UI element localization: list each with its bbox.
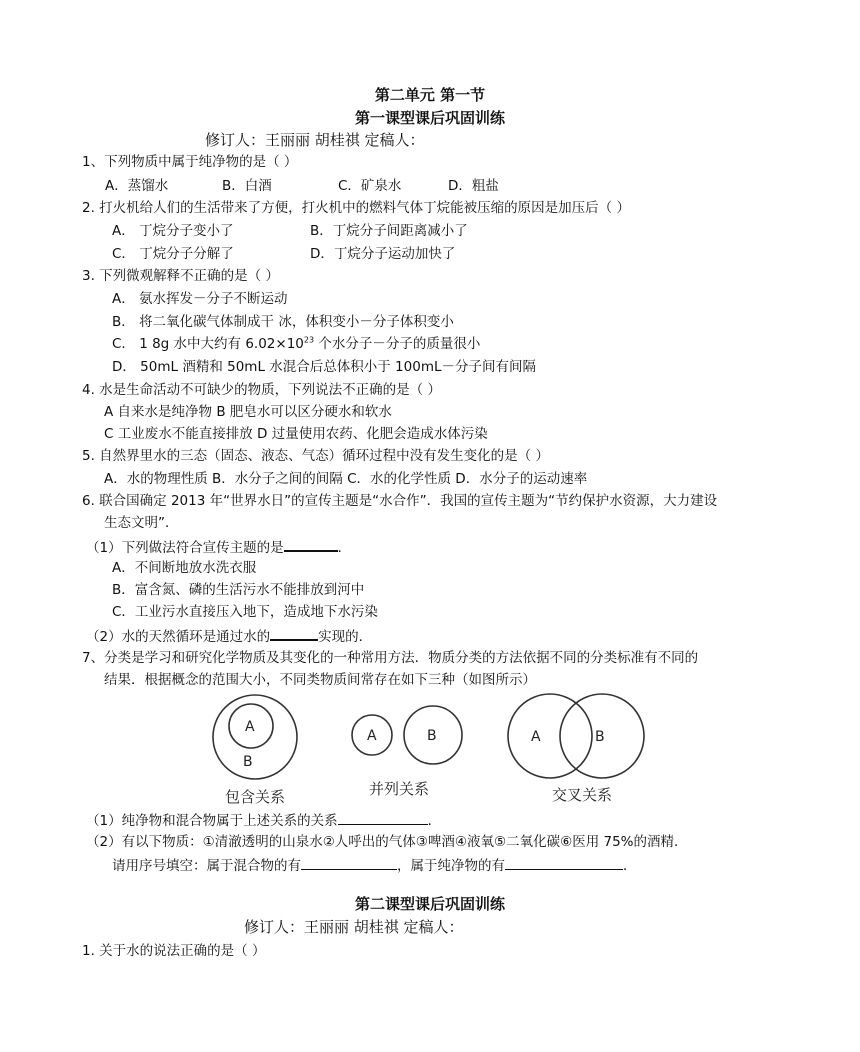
q4-options-ab: A 自来水是纯净物 B 肥皂水可以区分硬水和软水 bbox=[104, 404, 392, 420]
q7-part2-text: 请用序号填空：属于混合物的有 bbox=[112, 858, 301, 874]
intersection-relation-figure bbox=[508, 694, 644, 804]
question-3-stem: 3. 下列微观解释不正确的是（ ） bbox=[82, 268, 279, 284]
question-7-stem-line1: 7、分类是学习和研究化学物质及其变化的一种常用方法．物质分类的方法依据不同的分类标准有不同的 bbox=[82, 650, 699, 666]
q7-part2-line1: （2）有以下物质：①清澈透明的山泉水②人呼出的气体③啤酒④液氧⑤二氧化碳⑥医用 75%的酒精． bbox=[86, 834, 688, 850]
question-7-stem-line2: 结果．根据概念的范围大小，不同类物质间常存在如下三种（如图所示） bbox=[104, 672, 536, 688]
q7-part2-mid: ，属于纯净物的有 bbox=[397, 858, 505, 874]
lesson2-question-1-stem: 1. 关于水的说法正确的是（ ） bbox=[82, 943, 266, 959]
q7-part2-line2 bbox=[112, 855, 637, 876]
parallel-label-a: A bbox=[367, 728, 377, 744]
q3-option-c-exponent: 23 bbox=[303, 335, 315, 345]
intersection-caption: 交叉关系 bbox=[552, 786, 613, 804]
q5-options: A．水的物理性质 B．水分子之间的间隔 C．水的化学性质 D．水分子的运动速率 bbox=[104, 471, 588, 487]
q6-part1-text: （1）下列做法符合宣传主题的是 bbox=[86, 540, 284, 556]
q7-mixtures-answer-blank[interactable] bbox=[301, 855, 397, 870]
q3-option-a: A． 氨水挥发－分子不断运动 bbox=[112, 291, 288, 307]
q7-part1 bbox=[86, 810, 441, 831]
q2-option-d: D．丁烷分子运动加快了 bbox=[310, 246, 456, 262]
intersection-label-b: B bbox=[595, 729, 605, 745]
parallel-caption: 并列关系 bbox=[369, 780, 430, 798]
q1-option-c: C．矿泉水 bbox=[338, 178, 402, 194]
inclusion-label-a: A bbox=[245, 719, 255, 735]
lesson1-editors: 修订人：王丽丽 胡桂祺 定稿人： bbox=[205, 131, 425, 149]
question-4-stem: 4. 水是生命活动不可缺少的物质，下列说法不正确的是（ ） bbox=[82, 382, 441, 398]
q6-part1-option-c: C．工业污水直接压入地下，造成地下水污染 bbox=[112, 604, 378, 620]
q3-option-c-tail: 个水分子－分子的质量很小 bbox=[314, 336, 481, 352]
q2-option-b: B．丁烷分子间距离减小了 bbox=[310, 223, 468, 239]
q1-option-a: A．蒸馏水 bbox=[105, 178, 169, 194]
q6-part1 bbox=[86, 536, 351, 558]
parallel-relation-figure bbox=[352, 706, 462, 798]
lesson2-editors: 修订人：王丽丽 胡桂祺 定稿人： bbox=[244, 918, 464, 936]
q6-part1-option-b: B．富含氮、磷的生活污水不能排放到河中 bbox=[112, 582, 365, 598]
unit-title: 第二单元 第一节 bbox=[374, 86, 486, 104]
q6-part1-option-a: A．不间断地放水洗衣服 bbox=[112, 560, 257, 576]
inclusion-label-b: B bbox=[243, 754, 253, 770]
q6-part2-answer-blank[interactable] bbox=[270, 625, 318, 641]
classification-diagram bbox=[205, 692, 675, 807]
q6-part2-tail: 实现的． bbox=[318, 629, 373, 645]
q6-part2 bbox=[86, 625, 372, 647]
q7-part1-period: ． bbox=[427, 813, 442, 829]
parallel-label-b: B bbox=[427, 728, 437, 744]
question-2-stem: 2. 打火机给人们的生活带来了方便，打火机中的燃料气体丁烷能被压缩的原因是加压后（ ） bbox=[82, 200, 630, 216]
question-6-stem-line1: 6. 联合国确定 2013 年“世界水日”的宣传主题是“水合作”．我国的宣传主题为“节约保护水资源，大力建设 bbox=[82, 493, 718, 509]
q3-option-b: B． 将二氧化碳气体制成干 冰，体积变小－分子体积变小 bbox=[112, 314, 454, 330]
q6-part1-answer-blank[interactable] bbox=[284, 536, 338, 552]
q7-part1-answer-blank[interactable] bbox=[338, 810, 428, 825]
inclusion-caption: 包含关系 bbox=[225, 788, 286, 806]
question-5-stem: 5. 自然界里水的三态（固态、液态、气态）循环过程中没有发生变化的是（ ） bbox=[82, 448, 549, 464]
question-6-stem-line2: 生态文明”． bbox=[104, 515, 179, 531]
q7-part2-period: ． bbox=[623, 858, 637, 874]
question-1-stem: 1、下列物质中属于纯净物的是（ ） bbox=[82, 154, 298, 170]
lesson1-title: 第一课型课后巩固训练 bbox=[354, 109, 505, 127]
q7-part1-text: （1）纯净物和混合物属于上述关系的关系 bbox=[86, 813, 338, 829]
inclusion-relation-figure bbox=[213, 695, 297, 806]
q2-option-c: C． 丁烷分子分解了 bbox=[112, 246, 234, 262]
lesson2-title: 第二课型课后巩固训练 bbox=[354, 895, 505, 913]
q6-part2-text: （2）水的天然循环是通过水的 bbox=[86, 629, 271, 645]
q1-option-d: D．粗盐 bbox=[448, 178, 499, 194]
q3-option-c-text: C． 1 8g 水中大约有 6.02×10 bbox=[112, 336, 304, 352]
q3-option-d: D． 50mL 酒精和 50mL 水混合后总体积小于 100mL－分子间有间隔 bbox=[112, 359, 536, 375]
q3-option-c bbox=[112, 334, 480, 354]
q6-part1-period: ． bbox=[337, 540, 352, 556]
q4-options-cd: C 工业废水不能直接排放 D 过量使用农药、化肥会造成水体污染 bbox=[104, 426, 488, 442]
q7-pure-substances-answer-blank[interactable] bbox=[505, 855, 623, 870]
q1-option-b: B．白酒 bbox=[222, 178, 272, 194]
q2-option-a: A． 丁烷分子变小了 bbox=[112, 223, 234, 239]
intersection-label-a: A bbox=[531, 729, 541, 745]
